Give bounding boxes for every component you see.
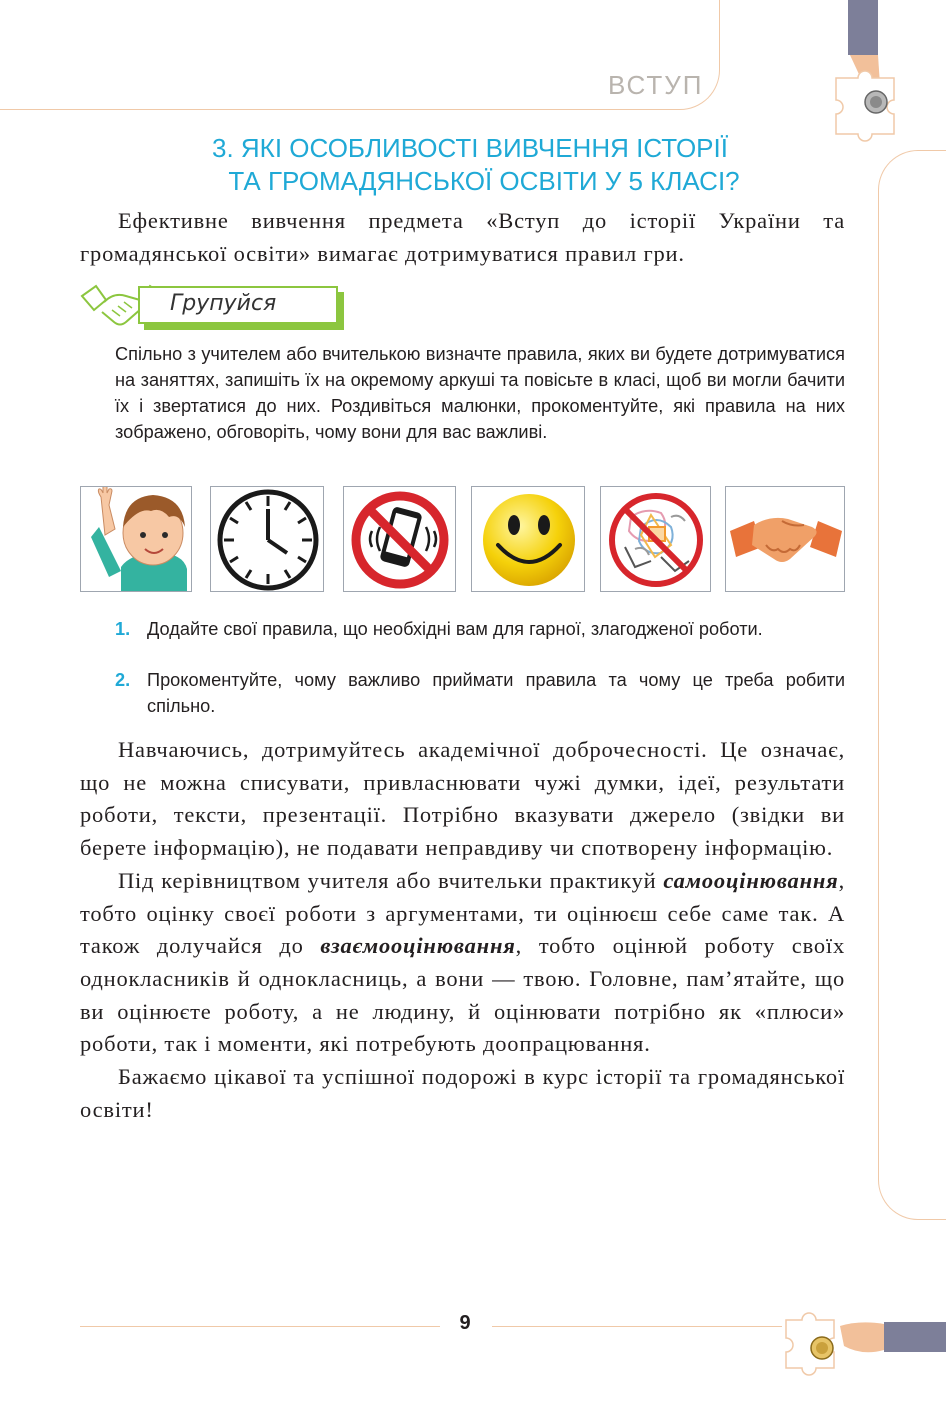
image-smiley (471, 486, 585, 592)
image-no-phone (343, 486, 456, 592)
section-label: ВСТУП (608, 70, 704, 100)
hand-puzzle-bottom-icon (780, 1300, 946, 1380)
raised-hand-boy-icon (81, 487, 192, 592)
term-peer-assessment: взаємооцінювання (320, 933, 516, 959)
page-number: 9 (459, 1312, 471, 1334)
section-title (100, 132, 840, 198)
smiley-icon (472, 487, 585, 592)
group-label: Групуйся (170, 291, 277, 316)
image-clock (210, 486, 324, 592)
task-item-2 (115, 668, 845, 719)
handshake-icon (726, 487, 845, 592)
body-p2-part-b: , тобто оцінку своєї роботи з аргументами, ти оцінюєш себе саме так. А також долучайся до (80, 867, 845, 959)
body-p2-part-a: Під керівництвом учителя або вчительки практикуй (118, 867, 664, 893)
task-item-1 (115, 617, 845, 643)
no-cheating-icon (601, 487, 711, 592)
body-p2-part-c: , тобто оцінюй роботу своїх однокласників й однокласниць, а вони — твою. Головне, пам’ятайте, що ви оцінюєте роботу, а не людину, й оцінювати потрібно як «плюси» роботи, так і моменти, які потребують доопрацювання. (80, 933, 845, 1057)
intro-paragraph (80, 205, 845, 270)
group-label-box (138, 286, 338, 324)
body-paragraph-2 (80, 865, 845, 1061)
body-text (80, 734, 845, 1126)
image-handshake (725, 486, 845, 592)
hand-puzzle-top-icon (828, 0, 908, 150)
clock-icon (211, 487, 324, 592)
task-text: Додайте свої правила, що необхідні вам для гарної, злагодженої роботи. (147, 619, 763, 639)
task-number: 2. (115, 670, 131, 690)
footer-line-right (492, 1326, 782, 1327)
image-no-cheating (600, 486, 711, 592)
task-number: 1. (115, 619, 131, 639)
footer-line-left (80, 1326, 440, 1327)
body-paragraph-1: Навчаючись, дотримуйтесь академічної доброчесності. Це означає, що не можна списувати, привласнювати чужі думки, ідеї, результати роботи, тексти, презентації. Потрібно вказувати джерело (звідки ви берете інформацію), не подавати неправдиву чи спотворену інформацію. (80, 737, 845, 861)
group-instruction: Спільно з учителем або вчителькою визначте правила, яких ви будете дотримуватися на заняттях, запишіть їх на окремому аркуші та повісьте в класі, щоб ви могли бачити їх і звертатися до них. Роздивіться малюнки, прокоментуйте, які правила на них зображено, обговоріть, чому вони для вас важливі. (115, 344, 845, 442)
no-phone-icon (344, 487, 456, 592)
term-self-assessment: самооцінювання (663, 867, 839, 893)
page-frame-right (878, 150, 946, 1220)
section-title-line2: ТА ГРОМАДЯНСЬКОЇ ОСВІТИ У 5 КЛАСІ? (228, 166, 740, 196)
task-text: Прокоментуйте, чому важливо приймати правила та чому це треба робити спільно. (147, 670, 845, 716)
section-title-line1: 3. ЯКІ ОСОБЛИВОСТІ ВИВЧЕННЯ ІСТОРІЇ (212, 133, 728, 163)
group-heading (78, 280, 348, 330)
body-paragraph-3: Бажаємо цікавої та успішної подорожі в курс історії та громадянської освіти! (80, 1064, 845, 1122)
intro-text: Ефективне вивчення предмета «Вступ до історії України та громадянської освіти» вимагає дотримуватися правил гри. (80, 208, 845, 266)
image-raised-hand (80, 486, 192, 592)
